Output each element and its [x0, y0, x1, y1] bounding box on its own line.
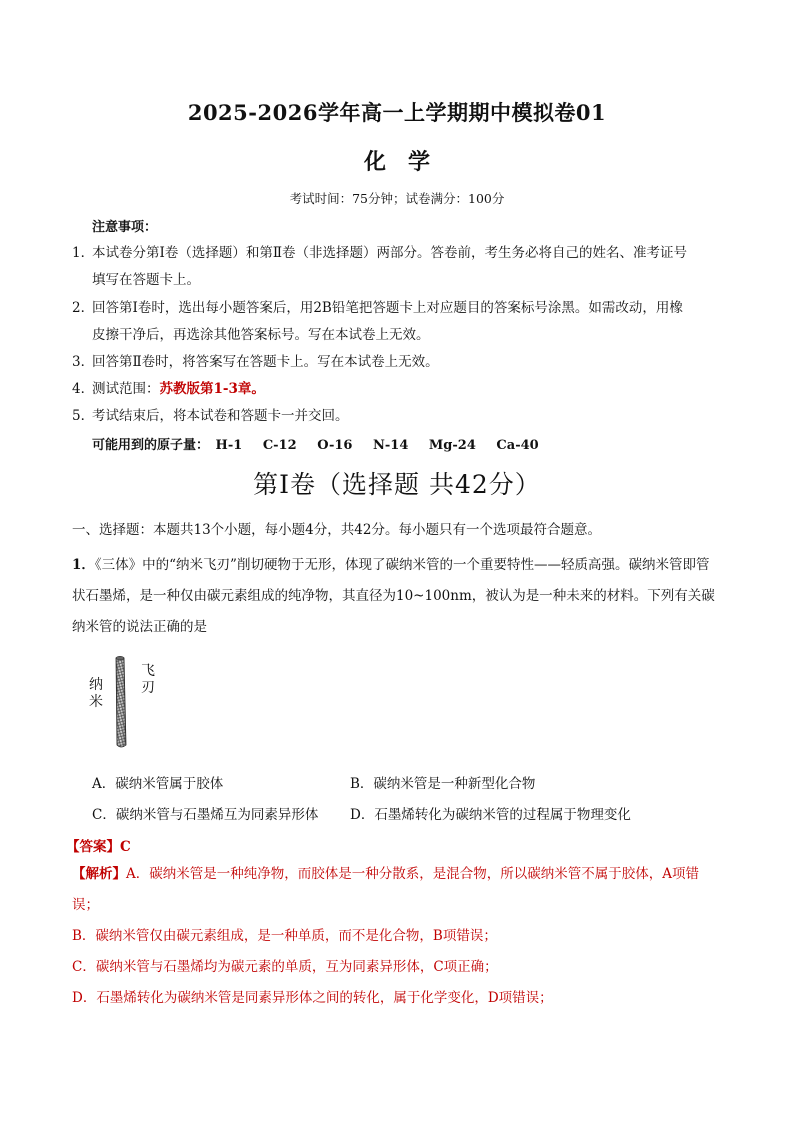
analysis-label: 【解析】	[72, 866, 126, 882]
notice-num: 2．	[72, 300, 95, 316]
analysis-line-5: D．石墨烯转化为碳纳米管是同素异形体之间的转化，属于化学变化，D项错误；	[72, 990, 553, 1006]
question-text: 《三体》中的“纳米飞刃”削切硬物于无形，体现了碳纳米管的一个重要特性——轻质高强。碳纳米管即管	[94, 557, 710, 573]
notice-text: 皮擦干净后，再选涂其他答案标号。写在本试卷上无效。	[92, 327, 430, 343]
notice-item-2	[72, 295, 732, 349]
option-d: D．石墨烯转化为碳纳米管的过程属于物理变化	[350, 807, 631, 823]
notice-text: 回答第Ⅰ卷时，选出每小题答案后，用2B铅笔把答题卡上对应题目的答案标号涂黑。如需改动，用橡	[92, 300, 683, 316]
answer-label: 【答案】	[66, 839, 120, 855]
answer-value: C	[120, 839, 131, 855]
analysis-line-4: C．碳纳米管与石墨烯均为碳元素的单质，互为同素异形体，C项正确；	[72, 959, 498, 975]
notice-text: 本试卷分第Ⅰ卷（选择题）和第Ⅱ卷（非选择题）两部分。答卷前，考生务必将自己的姓名、准考证号	[92, 245, 688, 261]
subject-title: 化学	[363, 149, 452, 175]
analysis-text: A．碳纳米管是一种纯净物，而胶体是一种分散系，是混合物，所以碳纳米管不属于胶体，A项错	[126, 866, 699, 882]
question-1	[72, 550, 732, 643]
atoms-label: 可能用到的原子量：	[92, 438, 210, 453]
question-text: 状石墨烯，是一种仅由碳元素组成的纯净物，其直径为10~100nm，被认为是一种未来的材料。下列有关碳	[72, 588, 715, 604]
atom-mass: H-1	[215, 438, 243, 453]
notice-item-3	[72, 349, 732, 376]
notice-num: 1．	[72, 245, 95, 261]
question-number: 1．	[72, 557, 95, 573]
atomic-masses	[92, 434, 555, 453]
analysis-line-3: B．碳纳米管仅由碳元素组成，是一种单质，而不是化合物，B项错误；	[72, 928, 497, 944]
section-intro: 一、选择题：本题共13个小题，每小题4分，共42分。每小题只有一个选项最符合题意。	[72, 522, 601, 538]
atom-mass: C-12	[262, 438, 297, 453]
notice-item-4	[72, 376, 732, 403]
option-b: B．碳纳米管是一种新型化合物	[350, 776, 536, 792]
figure-label-right: 飞刃	[141, 663, 155, 696]
notice-num: 3．	[72, 354, 95, 370]
nanotube-illustration	[108, 655, 134, 749]
atom-mass: Ca-40	[496, 438, 539, 453]
option-a: A．碳纳米管属于胶体	[92, 776, 224, 792]
figure-label-left: 纳米	[89, 677, 103, 710]
exam-title: 2025-2026学年高一上学期期中模拟卷01	[187, 100, 607, 125]
notice-item-5	[72, 403, 732, 430]
notice-text: 填写在答题卡上。	[92, 272, 200, 288]
atom-mass: N-14	[373, 438, 409, 453]
test-scope: 苏教版第1-3章	[159, 381, 252, 397]
notice-text: 测试范围：	[92, 381, 160, 397]
option-c: C．碳纳米管与石墨烯互为同素异形体	[92, 807, 319, 823]
analysis-line-2: 误；	[72, 897, 99, 913]
notice-text: 。	[251, 381, 265, 397]
notice-text: 回答第Ⅱ卷时，将答案写在答题卡上。写在本试卷上无效。	[92, 354, 439, 370]
exam-info: 考试时间：75分钟；试卷满分：100分	[289, 191, 505, 206]
notice-num: 4．	[72, 381, 95, 397]
question-text: 纳米管的说法正确的是	[72, 619, 207, 635]
notice-title: 注意事项：	[92, 220, 158, 235]
answer-line	[66, 835, 131, 855]
notice-text: 考试结束后，将本试卷和答题卡一并交回。	[92, 408, 349, 424]
nanotube-figure	[86, 655, 166, 750]
analysis-line-1	[72, 859, 732, 890]
section-title: 第Ⅰ卷（选择题 共42分）	[253, 470, 541, 499]
atom-mass: O-16	[317, 438, 353, 453]
notice-num: 5．	[72, 408, 95, 424]
notice-item-1	[72, 240, 732, 294]
atom-mass: Mg-24	[428, 438, 476, 453]
